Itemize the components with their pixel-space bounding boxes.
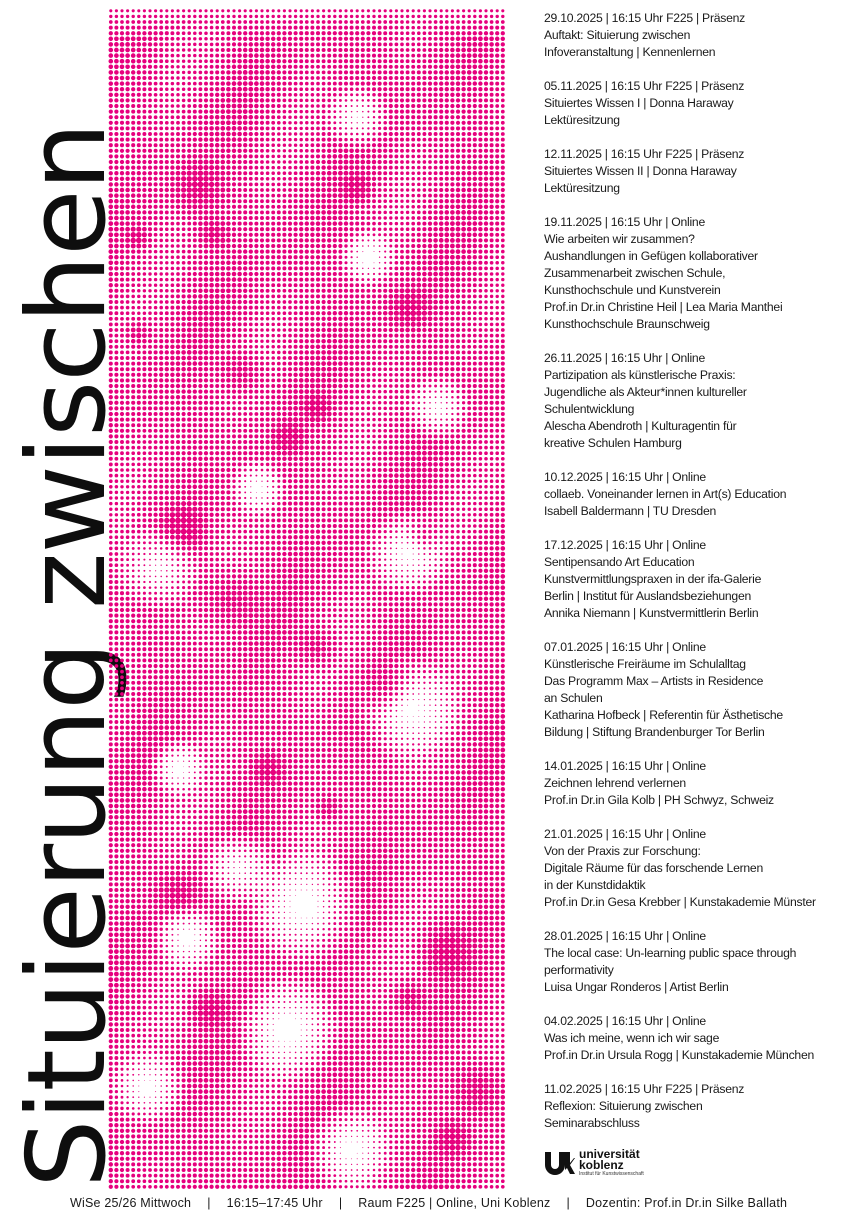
entry-text-line: Infoveranstaltung | Kennenlernen (544, 45, 716, 59)
entry-text-line: The local case: Un-learning public space through (544, 946, 797, 960)
entry-text-line: Katharina Hofbeck | Referentin für Ästhetische (544, 708, 783, 722)
entry-text-line: Schulentwicklung (544, 402, 635, 416)
entry-text-line: Berlin | Institut für Auslandsbeziehungen (544, 589, 752, 603)
footer-semester: WiSe 25/26 Mittwoch (70, 1196, 192, 1210)
logo-name-line2: koblenz (579, 1157, 624, 1172)
entry-text-line: Prof.in Dr.in Christine Heil | Lea Maria Manthei (544, 300, 783, 314)
schedule-entry (544, 1081, 862, 1132)
entry-date-line: 29.10.2025 | 16:15 Uhr F225 | Präsenz (544, 11, 746, 25)
entry-text-line: Kunsthochschule und Kunstverein (544, 283, 721, 297)
entry-text-line: Lektüresitzung (544, 181, 620, 195)
schedule-entry (544, 1013, 862, 1064)
logo-subtitle: Institut für Kunstwissenschaft (579, 1170, 644, 1177)
entry-date-line: 05.11.2025 | 16:15 Uhr F225 | Präsenz (544, 79, 745, 93)
entry-text-line: Digitale Räume für das forschende Lernen (544, 861, 763, 875)
entry-text-line: Seminarabschluss (544, 1116, 640, 1130)
entry-text-line: Situiertes Wissen I | Donna Haraway (544, 96, 734, 110)
entry-text-line: Auftakt: Situierung zwischen (544, 28, 691, 42)
entry-date-line: 07.01.2025 | 16:15 Uhr | Online (544, 640, 706, 654)
schedule-entry (544, 350, 862, 452)
entry-text-line: Alescha Abendroth | Kulturagentin für (544, 419, 737, 433)
footer-bar (70, 1196, 867, 1210)
entry-text-line: Luisa Ungar Ronderos | Artist Berlin (544, 980, 729, 994)
entry-text-line: Isabell Baldermann | TU Dresden (544, 504, 716, 518)
entry-text-line: kreative Schulen Hamburg (544, 436, 682, 450)
entry-text-line: Aushandlungen in Gefügen kollaborativer (544, 249, 758, 263)
schedule-entry (544, 928, 862, 996)
entry-date-line: 26.11.2025 | 16:15 Uhr | Online (544, 351, 705, 365)
entry-text-line: Wie arbeiten wir zusammen? (544, 232, 695, 246)
uk-logo-mark-icon (543, 1148, 575, 1178)
schedule-entry (544, 214, 862, 333)
schedule-entry (544, 639, 862, 741)
vertical-title: Situierung zwischen (5, 122, 130, 1188)
entry-text-line: Annika Niemann | Kunstvermittlerin Berlin (544, 606, 759, 620)
entry-date-line: 17.12.2025 | 16:15 Uhr | Online (544, 538, 706, 552)
entry-text-line: Prof.in Dr.in Gila Kolb | PH Schwyz, Schweiz (544, 793, 774, 807)
entry-text-line: collaeb. Voneinander lernen in Art(s) Education (544, 487, 787, 501)
entry-text-line: Lektüresitzung (544, 113, 620, 127)
entry-text-line: Künstlerische Freiräume im Schulalltag (544, 657, 746, 671)
entry-text-line: Jugendliche als Akteur*innen kultureller (544, 385, 747, 399)
footer-separator: | (566, 1196, 570, 1210)
entry-text-line: Prof.in Dr.in Gesa Krebber | Kunstakademie Münster (544, 895, 816, 909)
entry-text-line: Bildung | Stiftung Brandenburger Tor Berlin (544, 725, 765, 739)
schedule-entry (544, 469, 862, 520)
entry-text-line: an Schulen (544, 691, 603, 705)
entry-date-line: 10.12.2025 | 16:15 Uhr | Online (544, 470, 706, 484)
entry-date-line: 11.02.2025 | 16:15 Uhr F225 | Präsenz (544, 1082, 745, 1096)
entry-date-line: 04.02.2025 | 16:15 Uhr | Online (544, 1014, 706, 1028)
entry-text-line: Kunstvermittlungspraxen in der ifa-Galerie (544, 572, 762, 586)
entry-text-line: Partizipation als künstlerische Praxis: (544, 368, 736, 382)
entry-text-line: Von der Praxis zur Forschung: (544, 844, 701, 858)
entry-text-line: Das Programm Max – Artists in Residence (544, 674, 764, 688)
entry-text-line: performativity (544, 963, 614, 977)
schedule-entry (544, 826, 862, 911)
schedule-entry (544, 146, 862, 197)
schedule-entry (544, 537, 862, 622)
footer-separator: | (338, 1196, 343, 1210)
entry-date-line: 28.01.2025 | 16:15 Uhr | Online (544, 929, 706, 943)
entry-text-line: Situiertes Wissen II | Donna Haraway (544, 164, 737, 178)
entry-date-line: 12.11.2025 | 16:15 Uhr F225 | Präsenz (544, 147, 745, 161)
entry-text-line: Prof.in Dr.in Ursula Rogg | Kunstakademie München (544, 1048, 815, 1062)
entry-date-line: 14.01.2025 | 16:15 Uhr | Online (544, 759, 706, 773)
entry-text-line: Zusammenarbeit zwischen Schule, (544, 266, 726, 280)
entry-text-line: in der Kunstdidaktik (544, 878, 646, 892)
footer-separator: | (207, 1196, 211, 1210)
halftone-dot-pattern (108, 8, 506, 1190)
entry-text-line: Was ich meine, wenn ich wir sage (544, 1031, 720, 1045)
entry-date-line: 21.01.2025 | 16:15 Uhr | Online (544, 827, 706, 841)
entry-text-line: Sentipensando Art Education (544, 555, 695, 569)
entry-date-line: 19.11.2025 | 16:15 Uhr | Online (544, 215, 705, 229)
entry-text-line: Kunsthochschule Braunschweig (544, 317, 710, 331)
entry-text-line: Zeichnen lehrend verlernen (544, 776, 686, 790)
schedule-entry (544, 10, 862, 61)
schedule-entry (544, 78, 862, 129)
entry-text-line: Reflexion: Situierung zwischen (544, 1099, 703, 1113)
footer-room: Raum F225 | Online, Uni Koblenz (358, 1196, 551, 1210)
footer-lecturer: Dozentin: Prof.in Dr.in Silke Ballath (585, 1196, 788, 1210)
university-logo (543, 1148, 644, 1178)
schedule-list (544, 10, 862, 1149)
schedule-entry (544, 758, 862, 809)
logo-name-line1: universität (579, 1146, 640, 1161)
logo-text (579, 1146, 644, 1178)
footer-time: 16:15–17:45 Uhr (226, 1196, 323, 1210)
